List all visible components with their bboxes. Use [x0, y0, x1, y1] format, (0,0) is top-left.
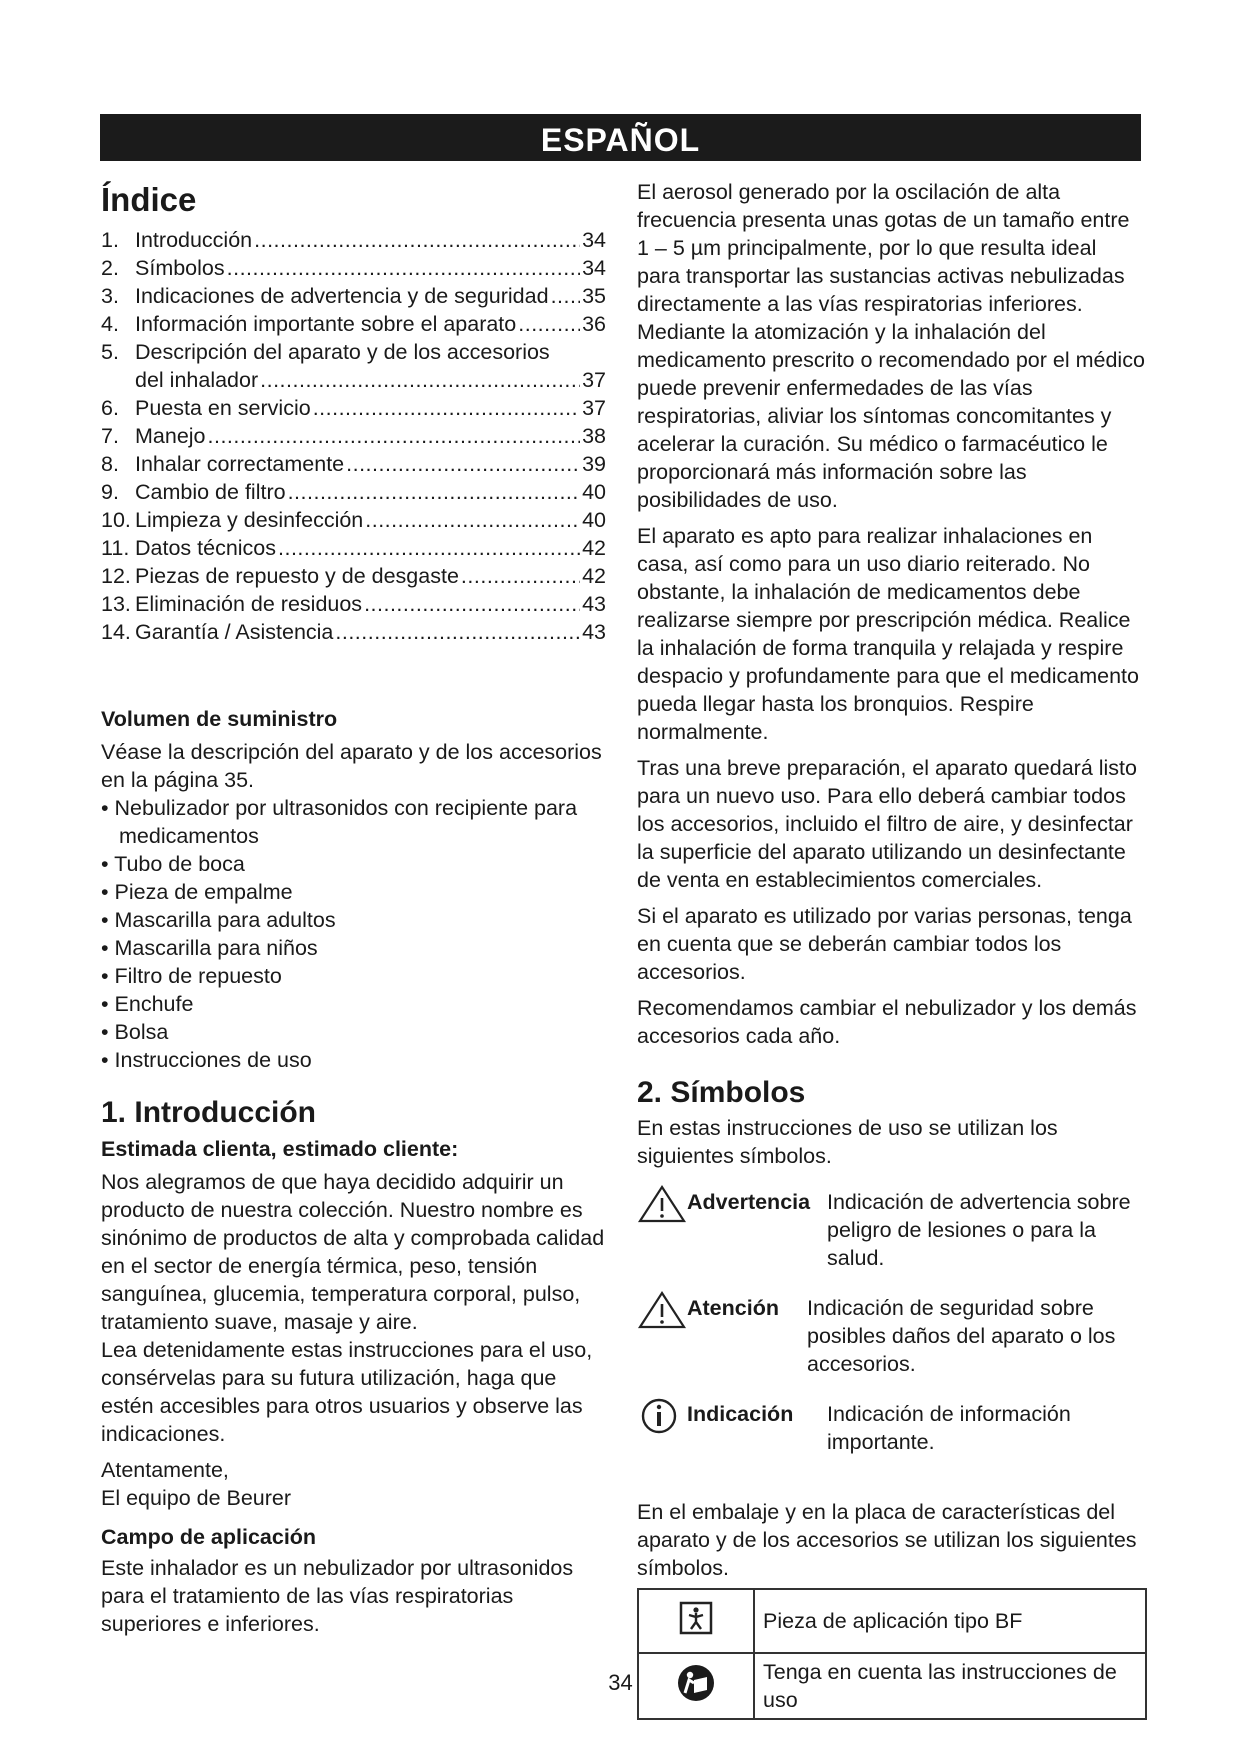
symbols-intro: En estas instrucciones de uso se utilizan los siguientes símbolos.: [637, 1116, 1058, 1168]
toc-number: 8.: [101, 452, 119, 476]
toc-item: [101, 422, 606, 450]
toc-item: [101, 450, 606, 478]
caution-triangle-icon: [637, 1290, 687, 1330]
supply-item: • Filtro de repuesto: [101, 962, 606, 990]
supply-item: • Pieza de empalme: [101, 878, 606, 906]
table-icon-cell: [638, 1589, 754, 1653]
right-paragraph-6: Recomendamos cambiar el nebulizador y los demás accesorios cada año.: [637, 996, 1137, 1048]
toc-text: Descripción del aparato y de los accesorios: [135, 340, 550, 364]
toc-leader: [551, 282, 581, 310]
toc-number: 14.: [101, 620, 131, 644]
toc-page: 34: [582, 256, 606, 280]
symbol-caution-desc: Indicación de seguridad sobre posibles daños del aparato o los accesorios.: [807, 1296, 1116, 1376]
field-text: Este inhalador es un nebulizador por ultrasonidos para el tratamiento de las vías respiratorias superiores e inferiores.: [101, 1556, 574, 1636]
supply-item: • Enchufe: [101, 990, 606, 1018]
supply-item: • Mascarilla para adultos: [101, 906, 606, 934]
toc-text: Puesta en servicio: [135, 396, 311, 420]
toc-leader: [461, 562, 580, 590]
toc-page: 42: [582, 564, 606, 588]
toc-page: 35: [582, 284, 606, 308]
toc-page: 36: [582, 312, 606, 336]
toc-item: [101, 254, 606, 282]
table-text-cell: Tenga en cuenta las instrucciones de uso: [754, 1653, 1146, 1719]
toc-text: Manejo: [135, 424, 206, 448]
toc-text: Introducción: [135, 228, 253, 252]
toc-page: 40: [582, 480, 606, 504]
packaging-symbols-table: [637, 1588, 1147, 1720]
toc-number: 1.: [101, 228, 119, 252]
symbol-note-label: Indicación: [687, 1402, 794, 1426]
toc-page: 40: [582, 508, 606, 532]
toc-leader: [313, 394, 580, 422]
right-column: [637, 178, 1145, 1720]
toc-page: 34: [582, 228, 606, 252]
right-paragraph-4: Tras una breve preparación, el aparato quedará listo para un nuevo uso. Para ello deberá cambiar todos los accesorios, incluido el filtro de aire, y desinfectar la superficie del aparato utilizando un desinfectante de venta en establecimientos comerciales.: [637, 756, 1137, 892]
toc-item: [101, 310, 606, 338]
supply-item: • Nebulizador por ultrasonidos con recipiente para medicamentos: [101, 794, 606, 850]
toc-number: 9.: [101, 480, 119, 504]
toc-item: [101, 338, 606, 366]
language-banner: ESPAÑOL: [100, 114, 1141, 161]
intro-paragraph-1: Nos alegramos de que haya decidido adquirir un producto de nuestra colección. Nuestro nombre es sinónimo de productos de alta y comprobada calidad en el sector de energía térmica, peso, tensión sanguínea, glucemia, temperatura corporal, pulso, tratamiento suave, masaje y aire.: [101, 1170, 605, 1334]
symbol-caution-row: [637, 1290, 1145, 1378]
toc-item: [101, 282, 606, 310]
intro-title: 1. Introducción: [101, 1096, 317, 1129]
supply-item: • Tubo de boca: [101, 850, 606, 878]
toc-leader: [518, 310, 580, 338]
toc-item: [101, 534, 606, 562]
symbol-note-row: [637, 1396, 1145, 1456]
intro-paragraph-2: Lea detenidamente estas instrucciones para el uso, consérvelas para su futura utilización, haga que estén accesibles para otros usuarios y observe las indicaciones.: [101, 1338, 593, 1446]
toc-leader: [365, 506, 580, 534]
supply-title: Volumen de suministro: [101, 707, 338, 731]
toc-number: 2.: [101, 256, 119, 280]
toc-number: 11.: [101, 536, 130, 560]
toc-item: [101, 226, 606, 254]
toc-leader: [208, 422, 581, 450]
toc-leader: [254, 226, 580, 254]
supply-item: • Mascarilla para niños: [101, 934, 606, 962]
page-number: 34: [608, 1670, 633, 1695]
right-paragraph-5: Si el aparato es utilizado por varias personas, tenga en cuenta que se deberán cambiar todos los accesorios.: [637, 904, 1132, 984]
toc-item: [101, 562, 606, 590]
supply-item: • Instrucciones de uso: [101, 1046, 606, 1074]
info-circle-icon: [637, 1396, 687, 1436]
toc-item-continuation: [101, 366, 606, 394]
intro-sign-1: Atentamente,: [101, 1458, 229, 1482]
toc-text: Limpieza y desinfección: [135, 508, 364, 532]
toc-text: Eliminación de residuos: [135, 592, 363, 616]
index-title: Índice: [101, 181, 197, 218]
toc-number: 13.: [101, 592, 131, 616]
symbols-title: 2. Símbolos: [637, 1076, 806, 1109]
symbol-warning-row: [637, 1184, 1145, 1272]
table-of-contents: [101, 226, 606, 646]
toc-page: 43: [582, 592, 606, 616]
toc-number: 10.: [101, 508, 131, 532]
symbol-warning-desc: Indicación de advertencia sobre peligro de lesiones o para la salud.: [827, 1190, 1131, 1270]
toc-number: 12.: [101, 564, 131, 588]
toc-leader: [335, 618, 580, 646]
toc-leader: [364, 590, 580, 618]
toc-text: del inhalador: [135, 368, 259, 392]
toc-number: 7.: [101, 424, 119, 448]
toc-page: 37: [582, 368, 606, 392]
type-bf-icon: [678, 1600, 714, 1636]
supply-list: [101, 794, 606, 1074]
toc-number: 3.: [101, 284, 119, 308]
left-column: [101, 178, 606, 1646]
table-row: [638, 1589, 1146, 1653]
toc-text: Datos técnicos: [135, 536, 277, 560]
toc-leader: [227, 254, 580, 282]
symbol-note-desc: Indicación de información importante.: [827, 1402, 1071, 1454]
toc-item: [101, 618, 606, 646]
toc-number: 6.: [101, 396, 119, 420]
toc-text: Símbolos: [135, 256, 225, 280]
toc-leader: [288, 478, 581, 506]
toc-text: Inhalar correctamente: [135, 452, 345, 476]
toc-leader: [260, 366, 580, 394]
right-paragraph-2: Mediante la atomización y la inhalación del medicamento prescrito o recomendado por el médico puede prevenir enfermedades de las vías respiratorias, aliviar los síntomas concomitantes y acelerar la curación. Su médico o farmacéutico le proporcionará más información sobre las posibilidades de uso.: [637, 320, 1145, 512]
supply-item: • Bolsa: [101, 1018, 606, 1046]
toc-item: [101, 506, 606, 534]
supply-intro: Véase la descripción del aparato y de los accesorios en la página 35.: [101, 740, 602, 792]
warning-triangle-icon: [637, 1184, 687, 1224]
toc-leader: [278, 534, 580, 562]
toc-page: 37: [582, 396, 606, 420]
toc-item: [101, 590, 606, 618]
right-paragraph-1: El aerosol generado por la oscilación de alta frecuencia presenta unas gotas de un tamaño entre 1 – 5 µm principalmente, por lo que resulta ideal para transportar las sustancias activas nebulizadas directamente a las vías respiratorias inferiores.: [637, 180, 1130, 316]
toc-number: 5.: [101, 340, 119, 364]
field-title: Campo de aplicación: [101, 1525, 317, 1549]
toc-item: [101, 394, 606, 422]
toc-page: 43: [582, 620, 606, 644]
toc-page: 42: [582, 536, 606, 560]
symbol-warning-label: Advertencia: [687, 1190, 811, 1214]
right-paragraph-3: El aparato es apto para realizar inhalaciones en casa, así como para un uso diario reiterado. No obstante, la inhalación de medicamentos debe realizarse siempre por prescripción médica. Realice la inhalación de forma tranquila y relajada y respire despacio y profundamente para que el medicamento pueda llegar hasta los bronquios. Respire normalmente.: [637, 524, 1139, 744]
symbol-caution-label: Atención: [687, 1296, 779, 1320]
toc-item: [101, 478, 606, 506]
toc-text: Garantía / Asistencia: [135, 620, 334, 644]
toc-text: Indicaciones de advertencia y de seguridad: [135, 284, 549, 308]
packaging-intro: En el embalaje y en la placa de características del aparato y de los accesorios se utilizan los siguientes símbolos.: [637, 1500, 1137, 1580]
intro-sign-2: El equipo de Beurer: [101, 1486, 292, 1510]
toc-leader: [346, 450, 580, 478]
toc-number: 4.: [101, 312, 119, 336]
toc-page: 38: [582, 424, 606, 448]
toc-text: Información importante sobre el aparato: [135, 312, 517, 336]
toc-page: 39: [582, 452, 606, 476]
toc-text: Cambio de filtro: [135, 480, 286, 504]
intro-greeting: Estimada clienta, estimado cliente:: [101, 1137, 459, 1161]
table-text-cell: Pieza de aplicación tipo BF: [754, 1589, 1146, 1653]
toc-text: Piezas de repuesto y de desgaste: [135, 564, 459, 588]
